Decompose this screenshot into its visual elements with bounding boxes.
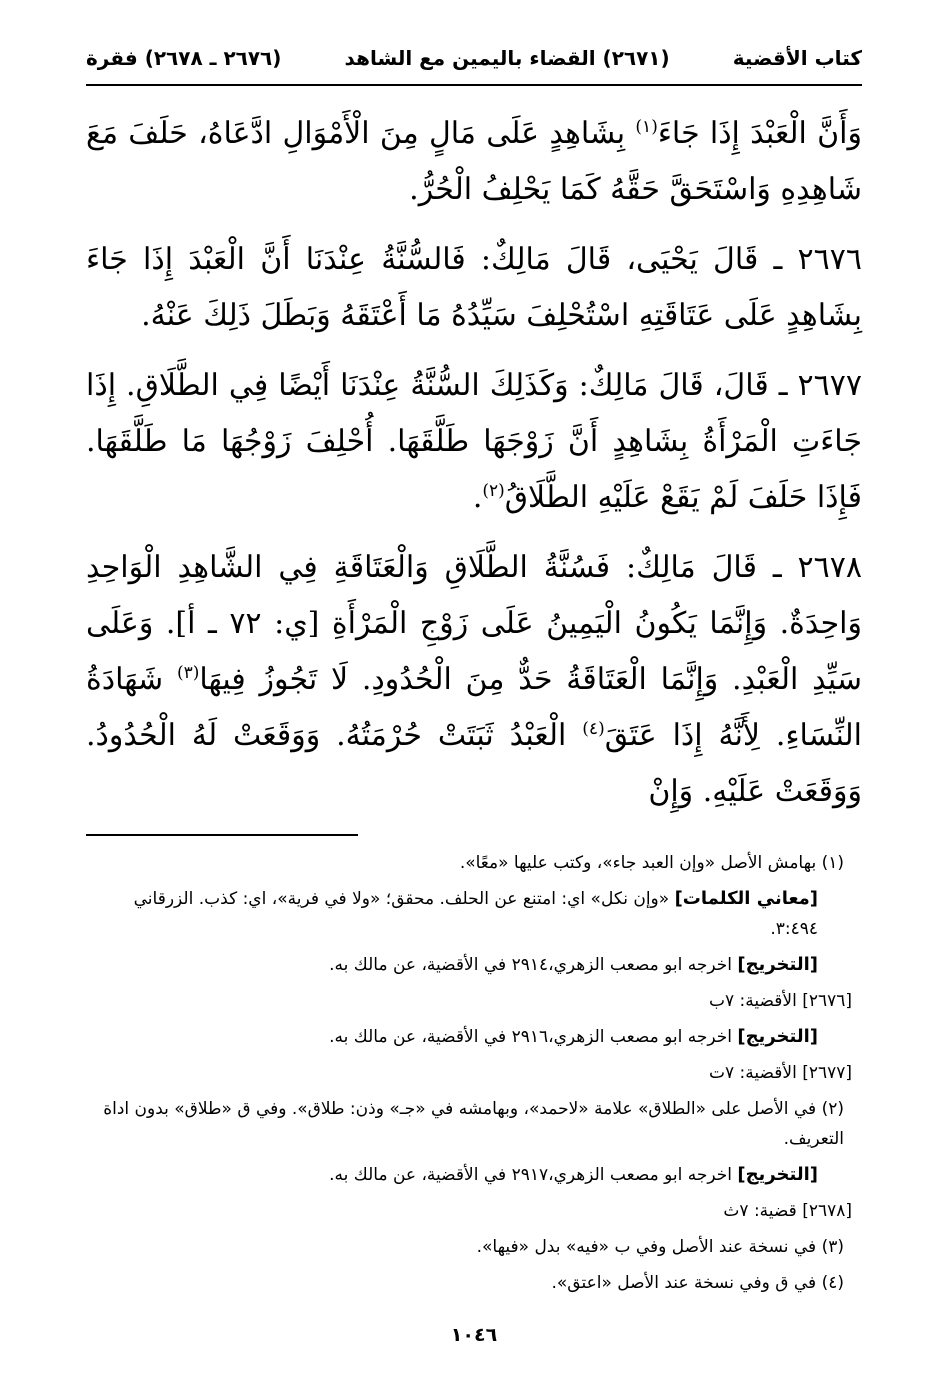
word-meanings-note (86, 884, 852, 944)
takhrij-text: اخرجه ابو مصعب الزهري،٢٩١٤ في الأقضية، عن مالك به. (329, 955, 738, 975)
footnotes (86, 848, 862, 1298)
page-number: ١٠٤٦ (450, 1324, 498, 1346)
paragraph-2676: ٢٦٧٦ ـ قَالَ يَحْيَى، قَالَ مَالِكٌ: فَالسُّنَّةُ عِنْدَنَا أَنَّ الْعَبْدَ إِذَا جَاءَ بِشَاهِدٍ عَلَى عَتَاقَتِهِ اسْتُحْلِفَ سَيِّدُهُ مَا أَعْتَقَهُ وَبَطَلَ ذَلِكَ عَنْهُ. (86, 242, 862, 333)
takhrij-text: اخرجه ابو مصعب الزهري،٢٩١٧ في الأقضية، عن مالك به. (329, 1165, 738, 1185)
reference-2676: [٢٦٧٦] الأقضية: ٧ب (708, 991, 852, 1011)
footnote-divider (86, 834, 358, 836)
main-text (86, 106, 862, 820)
text-segment: وَأَنَّ الْعَبْدَ إِذَا جَاءَ (657, 116, 862, 151)
footnote-ref[interactable]: (١) (635, 117, 658, 137)
text-segment: بِشَاهِدٍ عَلَى مَالٍ مِنَ الْأَمْوَالِ ادَّعَاهُ، حَلَفَ مَعَ شَاهِدِهِ وَاسْتَحَقَّ حَقَّهُ كَمَا يَحْلِفُ الْحُرُّ. (86, 116, 862, 207)
paragraph-intro (86, 106, 862, 218)
takhrij-text: اخرجه ابو مصعب الزهري،٢٩١٦ في الأقضية، عن مالك به. (329, 1027, 738, 1047)
footnote-4: (٤) في ق وفي نسخة عند الأصل «اعتق». (551, 1273, 844, 1293)
paragraph-2678 (86, 540, 862, 820)
text-segment: ٢٦٧٧ ـ قَالَ، قَالَ مَالِكٌ: وَكَذَلِكَ السُّنَّةُ عِنْدَنَا أَيْضًا فِي الطَّلَاقِ. إِذَا جَاءَتِ الْمَرْأَةُ بِشَاهِدٍ أَنَّ زَوْجَهَا طَلَّقَهَا. أُحْلِفَ زَوْجُهَا مَا طَلَّقَهَا. فَإِذَا حَلَفَ لَمْ يَقَعْ عَلَيْهِ الطَّلَاقُ (86, 368, 862, 515)
text-segment: الْعَبْدُ ثَبَتَتْ حُرْمَتُهُ. وَوَقَعَتْ لَهُ الْحُدُودُ. وَوَقَعَتْ عَلَيْهِ. وَإِنْ (86, 718, 862, 809)
book-title: كتاب الأقضية (732, 46, 862, 70)
running-head (86, 38, 862, 86)
takhrij-note-1 (86, 950, 852, 980)
footnote-1: (١) بهامش الأصل «وإن العبد جاء»، وكتب عليها «معًا». (459, 853, 844, 873)
chapter-title: (٢٦٧١) القضاء باليمين مع الشاهد (344, 46, 670, 70)
footnote-ref[interactable]: (٢) (482, 481, 505, 501)
text-segment: . (472, 480, 483, 515)
takhrij-label: [التخريج] (737, 954, 818, 975)
takhrij-label: [التخريج] (737, 1164, 818, 1185)
footnote-3: (٣) في نسخة عند الأصل وفي ب «فيه» بدل «فيها». (476, 1237, 844, 1257)
text-segment: ٢٦٧٨ ـ قَالَ مَالِكٌ: فَسُنَّةُ الطَّلَاقِ وَالْعَتَاقَةِ فِي الشَّاهِدِ الْوَاحِدِ وَاحِدَةٌ. وَإِنَّمَا يَكُونُ الْيَمِينُ عَلَى زَوْجِ الْمَرْأَةِ [ي: ٧٢ ـ أ]. وَعَلَى سَيِّدِ الْعَبْدِ. وَإِنَّمَا الْعَتَاقَةُ حَدٌّ مِنَ الْحُدُودِ. لَا تَجُوزُ فِيهَا (86, 550, 863, 697)
takhrij-label: [التخريج] (737, 1026, 818, 1047)
paragraph-2677 (86, 358, 862, 526)
word-meanings-label: [معاني الكلمات] (674, 888, 818, 909)
footnote-2: (٢) في الأصل على «الطلاق» علامة «لاحمد»، وبهامشه في «جـ» وذن: طلاق». وفي ق «طلاق» بدون اداة التعريف. (103, 1099, 844, 1149)
paragraph-range: (٢٦٧٦ ـ ٢٦٧٨) فقرة (86, 46, 282, 70)
footnote-ref[interactable]: (٤) (582, 719, 605, 739)
takhrij-note-3 (86, 1160, 852, 1190)
text-segment: شَهَادَةُ النِّسَاءِ. لِأَنَّهُ إِذَا عَتَقَ (86, 662, 862, 753)
takhrij-note-2 (86, 1022, 852, 1052)
word-meanings-text: «وإن نكل» اي: امتنع عن الحلف. محقق؛ «ولا في فرية»، اي: كذب. الزرقاني ٣:٤٩٤. (133, 889, 818, 939)
reference-2677: [٢٦٧٧] الأقضية: ٧ت (708, 1063, 852, 1083)
reference-2678: [٢٦٧٨] قضية: ٧ث (723, 1201, 852, 1221)
footnote-ref[interactable]: (٣) (176, 663, 200, 683)
